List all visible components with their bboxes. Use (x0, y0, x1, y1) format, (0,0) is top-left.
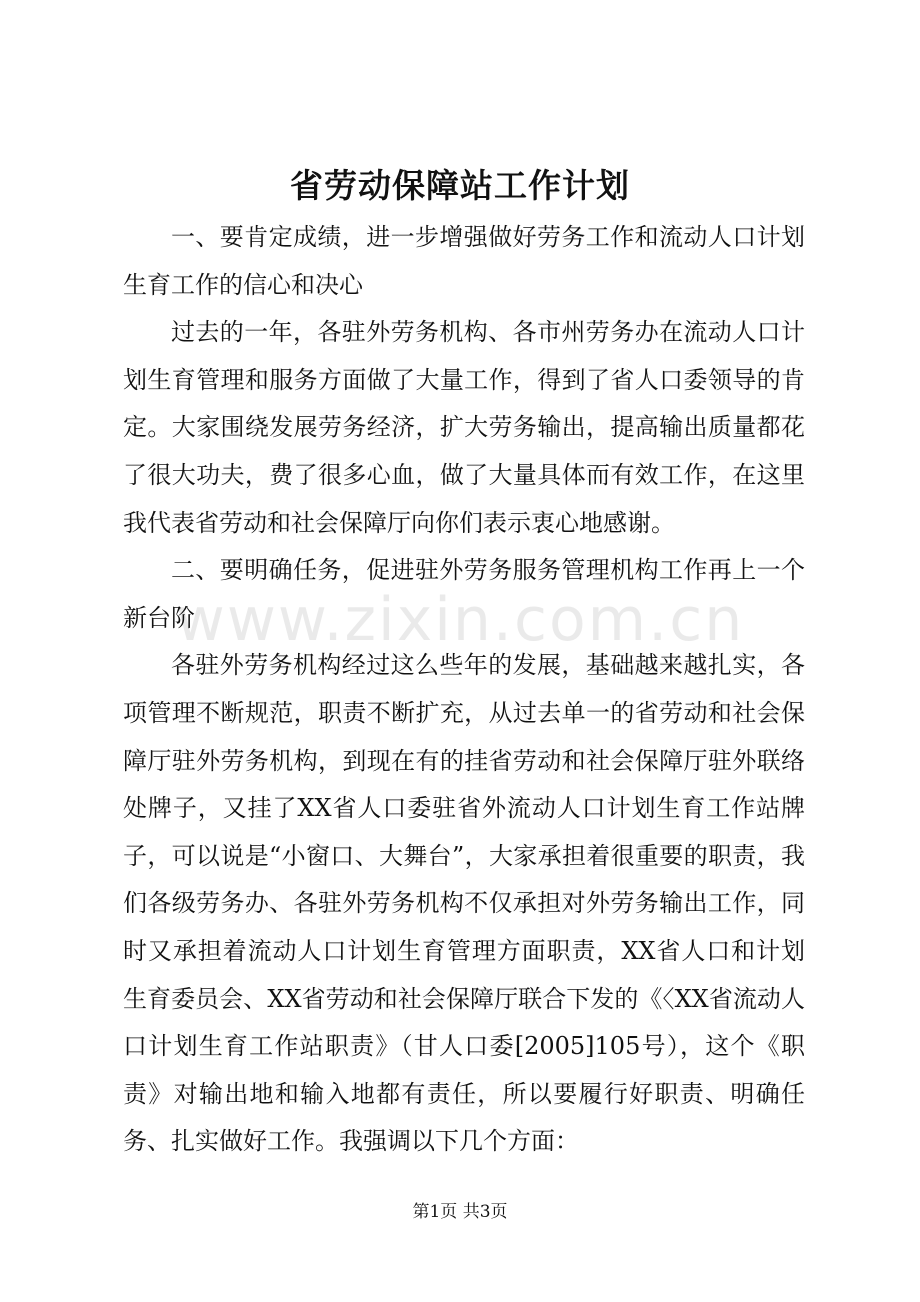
watermark-text: www.zixin.com.cn (175, 585, 745, 655)
page-footer: 第1页 共3页 (412, 1202, 508, 1222)
paragraph-heading-2: 二、要明确任务，促进驻外劳务服务管理机构工作再上一个新台阶 (123, 556, 805, 632)
document-body (123, 214, 805, 1166)
paragraph-2: 各驻外劳务机构经过这么些年的发展，基础越来越扎实，各项管理不断规范，职责不断扩充，从过去单一的省劳动和社会保障厅驻外劳务机构，到现在有的挂省劳动和社会保障厅驻外联络处牌子，又挂了XX省人口委驻省外流动人口计划生育工作站牌子，可以说是“小窗口、大舞台”，大家承担着很重要的职责，我们各级劳务办、各驻外劳务机构不仅承担对外劳务输出工作，同时又承担着流动人口计划生育管理方面职责，XX省人口和计划生育委员会、XX省劳动和社会保障厅联合下发的《〈XX省流动人口计划生育工作站职责》（甘人口委[2005]105号），这个《职责》对输出地和输入地都有责任，所以要履行好职责、明确任务、扎实做好工作。我强调以下几个方面： (123, 651, 805, 1156)
document-title: 省劳动保障站工作计划 (290, 166, 630, 205)
paragraph-1: 过去的一年，各驻外劳务机构、各市州劳务办在流动人口计划生育管理和服务方面做了大量工作，得到了省人口委领导的肯定。大家围绕发展劳务经济，扩大劳务输出，提高输出质量都花了很大功夫，费了很多心血，做了大量具体而有效工作，在这里我代表省劳动和社会保障厅向你们表示衷心地感谢。 (123, 318, 805, 537)
paragraph-heading-1: 一、要肯定成绩，进一步增强做好劳务工作和流动人口计划生育工作的信心和决心 (123, 223, 805, 299)
